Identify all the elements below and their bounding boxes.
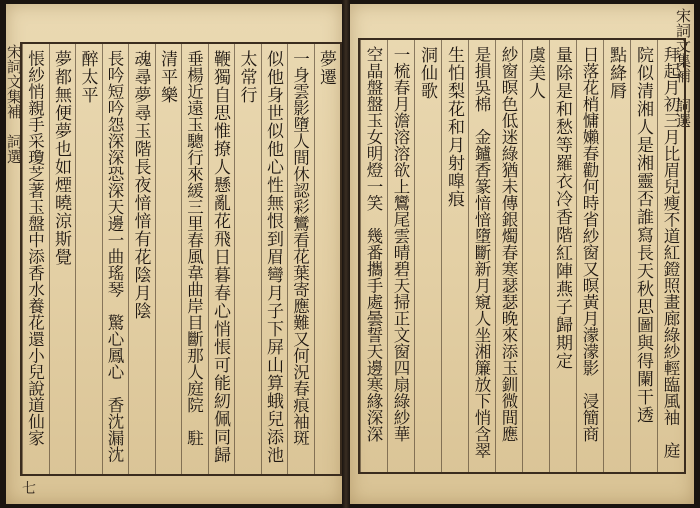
- column-text: 垂楊近遠玉驄行來緩三里春風韋曲岸目斷那人庭院 駐: [184, 50, 204, 446]
- column-text: 生怕梨花和月射嘷痕: [444, 46, 464, 208]
- text-column: [49, 44, 76, 474]
- column-text: 拜起月初三月比眉兒瘦不道紅鐙照畫廊綠紗輕臨風袖 庭: [661, 46, 680, 459]
- column-text: 鞭獨自思惟撩人懸亂花飛日暮春心悄悵可能紉佩同歸: [210, 50, 230, 464]
- column-text: 魂尋夢尋玉階長夜愔愔有花陰月陰: [130, 50, 151, 320]
- left-page-side-title: 宋詞文集補 詞選: [5, 44, 23, 164]
- text-column: [181, 44, 208, 474]
- left-folio: 七: [22, 481, 36, 497]
- column-text: 悵紗悄親手采瓊芝著玉盤中添香水養花還小兒說道仙家: [25, 50, 45, 446]
- text-column: [441, 40, 468, 472]
- column-text: 夢遷: [316, 50, 336, 86]
- text-column: [75, 44, 102, 474]
- column-text: 點絳脣: [606, 46, 626, 100]
- text-column: [549, 40, 576, 472]
- right-page-side-title: 宋詞文集補 詞選: [674, 8, 692, 128]
- column-text: 院似清湘人是湘靈否誰寫長天秋思圖與得闌干透: [633, 46, 653, 424]
- column-text: 一梳春月澹溶溶欲上鸞尾雲晴碧天掃正文窗四扇綠紗華: [391, 46, 410, 442]
- text-column: [603, 40, 630, 472]
- left-text-frame: [20, 42, 342, 476]
- left-columns: [22, 44, 340, 474]
- text-column: [360, 40, 387, 472]
- text-column: [576, 40, 603, 472]
- column-text: 虞美人: [525, 46, 545, 100]
- column-text: 洞仙歌: [417, 46, 437, 100]
- text-column: [128, 44, 155, 474]
- text-column: [657, 40, 684, 472]
- column-text: 似他身世似他心性無恨到眉彎月子下屏山算蛾兒添池: [263, 50, 283, 464]
- column-text: 紗窗暝色低迷綠猶未傳銀燭春寒瑟瑟晚來添玉釧微間應: [499, 46, 518, 442]
- right-page: [350, 4, 694, 504]
- text-column: [495, 40, 522, 472]
- column-text: 空晶盤盤玉女明燈一笑 幾番攜手處曇誓天邊寒緣深深: [364, 46, 383, 442]
- text-column: [314, 44, 341, 474]
- left-page: [6, 4, 342, 504]
- right-text-frame: [358, 38, 686, 474]
- column-text: 醉太平: [77, 50, 98, 104]
- text-column: [22, 44, 49, 474]
- column-text: 一身雲影墮人間休認彩鸞看花葉寄應難又何況春痕袖斑: [290, 50, 310, 446]
- column-text: 夢都無便夢也如煙曉涼斯覺: [51, 50, 71, 266]
- column-text: 長吟短吟怨深深恐深天邊一曲瑤琴 驚心鳳心 香沈漏沈: [105, 50, 124, 463]
- text-column: [468, 40, 495, 472]
- text-column: [630, 40, 657, 472]
- text-column: [234, 44, 261, 474]
- text-column: [261, 44, 288, 474]
- column-text: 太常行: [236, 50, 257, 104]
- text-column: [387, 40, 414, 472]
- column-text: 清平樂: [157, 50, 177, 104]
- column-text: 量除是和愁等羅衣冷香階紅陣燕子歸期定: [552, 46, 572, 370]
- column-text: 是損吳棉 金鑪香篆愔愔墮斷新月窺人坐湘簾放下悄含翠: [472, 46, 491, 459]
- text-column: [522, 40, 549, 472]
- text-column: [208, 44, 235, 474]
- right-columns: [360, 40, 684, 472]
- book-gutter: [342, 0, 350, 508]
- text-column: [414, 40, 441, 472]
- column-text: 日落花梢慵嬾春勸何時省紗窗又暝黃月濛濛影 浸簡商: [580, 46, 599, 442]
- text-column: [155, 44, 182, 474]
- text-column: [287, 44, 314, 474]
- text-column: [102, 44, 129, 474]
